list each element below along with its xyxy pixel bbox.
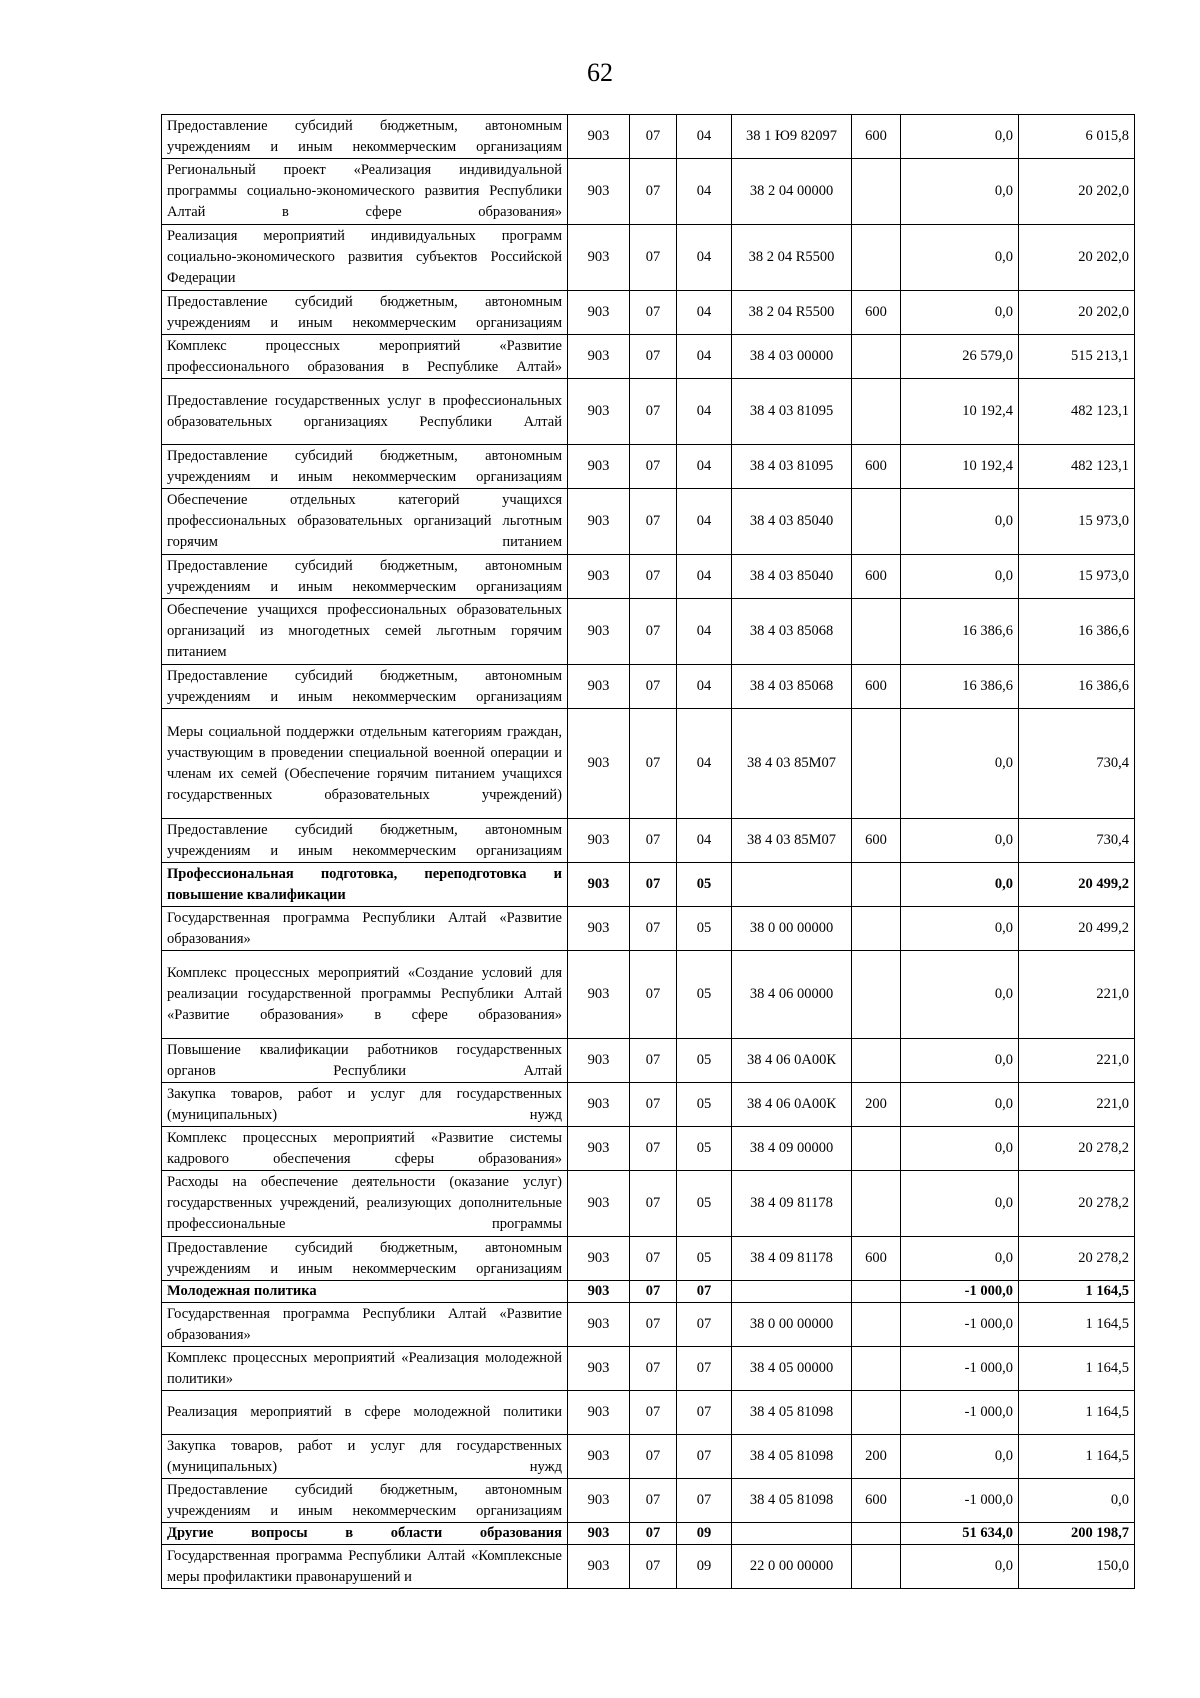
- amount-change-cell: 26 579,0: [901, 335, 1019, 379]
- amount-change-cell: 0,0: [901, 951, 1019, 1039]
- section-code-cell: 07: [630, 907, 677, 951]
- target-article-cell: 38 0 00 00000: [732, 907, 852, 951]
- grbs-code-cell: 903: [568, 1281, 630, 1303]
- amount-total-cell: 221,0: [1019, 1039, 1135, 1083]
- table-row: [162, 1039, 1135, 1083]
- amount-change-cell: 0,0: [901, 709, 1019, 819]
- subsection-code-cell: 09: [677, 1523, 732, 1545]
- target-article-cell: 38 0 00 00000: [732, 1303, 852, 1347]
- table-row: [162, 1237, 1135, 1281]
- subsection-code-cell: 04: [677, 379, 732, 445]
- table-row: [162, 863, 1135, 907]
- amount-change-cell: 16 386,6: [901, 599, 1019, 665]
- target-article-cell: 38 2 04 R5500: [732, 291, 852, 335]
- section-code-cell: 07: [630, 599, 677, 665]
- section-code-cell: 07: [630, 1171, 677, 1237]
- row-name-cell: Предоставление субсидий бюджетным, автономным учреждениям и иным некоммерческим организациям: [162, 291, 568, 335]
- row-name-cell: Другие вопросы в области образования: [162, 1523, 568, 1545]
- amount-change-cell: 0,0: [901, 863, 1019, 907]
- subsection-code-cell: 05: [677, 1127, 732, 1171]
- amount-total-cell: 20 202,0: [1019, 159, 1135, 225]
- amount-change-cell: 0,0: [901, 1083, 1019, 1127]
- amount-total-cell: 20 278,2: [1019, 1237, 1135, 1281]
- expense-type-cell: [852, 225, 901, 291]
- amount-change-cell: 0,0: [901, 291, 1019, 335]
- table-row: [162, 555, 1135, 599]
- row-name-cell: Молодежная политика: [162, 1281, 568, 1303]
- table-row: [162, 1347, 1135, 1391]
- amount-total-cell: 20 278,2: [1019, 1127, 1135, 1171]
- section-code-cell: 07: [630, 819, 677, 863]
- target-article-cell: 38 4 05 00000: [732, 1347, 852, 1391]
- expense-type-cell: 600: [852, 555, 901, 599]
- expense-type-cell: [852, 907, 901, 951]
- row-name-cell: Предоставление субсидий бюджетным, автономным учреждениям и иным некоммерческим организациям: [162, 555, 568, 599]
- row-name-cell: Закупка товаров, работ и услуг для государственных (муниципальных) нужд: [162, 1083, 568, 1127]
- target-article-cell: 38 1 Ю9 82097: [732, 115, 852, 159]
- expense-type-cell: [852, 159, 901, 225]
- section-code-cell: 07: [630, 1435, 677, 1479]
- row-name-cell: Расходы на обеспечение деятельности (оказание услуг) государственных учреждений, реализующих дополнительные профессиональные программы: [162, 1171, 568, 1237]
- amount-total-cell: 1 164,5: [1019, 1435, 1135, 1479]
- section-code-cell: 07: [630, 291, 677, 335]
- grbs-code-cell: 903: [568, 291, 630, 335]
- budget-table: [161, 114, 1135, 1589]
- expense-type-cell: [852, 1391, 901, 1435]
- row-name-cell: Предоставление субсидий бюджетным, автономным учреждениям и иным некоммерческим организациям: [162, 1479, 568, 1523]
- row-name-cell: Комплекс процессных мероприятий «Реализация молодежной политики»: [162, 1347, 568, 1391]
- section-code-cell: 07: [630, 1523, 677, 1545]
- grbs-code-cell: 903: [568, 1237, 630, 1281]
- expense-type-cell: [852, 599, 901, 665]
- amount-change-cell: 0,0: [901, 489, 1019, 555]
- section-code-cell: 07: [630, 1347, 677, 1391]
- row-name-cell: Государственная программа Республики Алтай «Развитие образования»: [162, 1303, 568, 1347]
- subsection-code-cell: 04: [677, 159, 732, 225]
- table-row: [162, 599, 1135, 665]
- amount-total-cell: 1 164,5: [1019, 1281, 1135, 1303]
- table-row: [162, 819, 1135, 863]
- amount-change-cell: 0,0: [901, 115, 1019, 159]
- grbs-code-cell: 903: [568, 1479, 630, 1523]
- grbs-code-cell: 903: [568, 1083, 630, 1127]
- grbs-code-cell: 903: [568, 335, 630, 379]
- amount-change-cell: 10 192,4: [901, 445, 1019, 489]
- target-article-cell: 38 4 03 85068: [732, 665, 852, 709]
- expense-type-cell: [852, 1039, 901, 1083]
- amount-total-cell: 20 278,2: [1019, 1171, 1135, 1237]
- grbs-code-cell: 903: [568, 555, 630, 599]
- subsection-code-cell: 07: [677, 1479, 732, 1523]
- section-code-cell: 07: [630, 1127, 677, 1171]
- expense-type-cell: [852, 1127, 901, 1171]
- subsection-code-cell: 05: [677, 951, 732, 1039]
- section-code-cell: 07: [630, 489, 677, 555]
- row-name-cell: Комплекс процессных мероприятий «Развитие системы кадрового обеспечения сферы образования»: [162, 1127, 568, 1171]
- amount-total-cell: 730,4: [1019, 819, 1135, 863]
- subsection-code-cell: 05: [677, 1237, 732, 1281]
- amount-total-cell: 730,4: [1019, 709, 1135, 819]
- subsection-code-cell: 07: [677, 1281, 732, 1303]
- subsection-code-cell: 04: [677, 599, 732, 665]
- grbs-code-cell: 903: [568, 159, 630, 225]
- target-article-cell: 38 4 03 85М07: [732, 709, 852, 819]
- amount-total-cell: 15 973,0: [1019, 555, 1135, 599]
- expense-type-cell: [852, 1347, 901, 1391]
- row-name-cell: Повышение квалификации работников государственных органов Республики Алтай: [162, 1039, 568, 1083]
- subsection-code-cell: 05: [677, 1083, 732, 1127]
- row-name-cell: Предоставление субсидий бюджетным, автономным учреждениям и иным некоммерческим организациям: [162, 819, 568, 863]
- amount-total-cell: 221,0: [1019, 951, 1135, 1039]
- expense-type-cell: 600: [852, 665, 901, 709]
- subsection-code-cell: 05: [677, 1039, 732, 1083]
- table-row: [162, 115, 1135, 159]
- amount-total-cell: 200 198,7: [1019, 1523, 1135, 1545]
- section-code-cell: 07: [630, 951, 677, 1039]
- subsection-code-cell: 07: [677, 1391, 732, 1435]
- row-name-cell: Региональный проект «Реализация индивидуальной программы социально-экономического развития Республики Алтай в сфере образования»: [162, 159, 568, 225]
- subsection-code-cell: 07: [677, 1347, 732, 1391]
- amount-total-cell: 16 386,6: [1019, 665, 1135, 709]
- target-article-cell: 38 4 09 81178: [732, 1171, 852, 1237]
- grbs-code-cell: 903: [568, 599, 630, 665]
- amount-change-cell: 51 634,0: [901, 1523, 1019, 1545]
- table-row: [162, 951, 1135, 1039]
- expense-type-cell: 600: [852, 115, 901, 159]
- amount-change-cell: -1 000,0: [901, 1479, 1019, 1523]
- row-name-cell: Предоставление субсидий бюджетным, автономным учреждениям и иным некоммерческим организациям: [162, 115, 568, 159]
- table-row: [162, 1303, 1135, 1347]
- target-article-cell: 38 4 03 00000: [732, 335, 852, 379]
- target-article-cell: 38 4 05 81098: [732, 1479, 852, 1523]
- amount-total-cell: 221,0: [1019, 1083, 1135, 1127]
- row-name-cell: Предоставление субсидий бюджетным, автономным учреждениям и иным некоммерческим организациям: [162, 1237, 568, 1281]
- target-article-cell: 38 4 03 81095: [732, 379, 852, 445]
- table-row: [162, 1171, 1135, 1237]
- grbs-code-cell: 903: [568, 1435, 630, 1479]
- amount-total-cell: 0,0: [1019, 1479, 1135, 1523]
- expense-type-cell: [852, 1171, 901, 1237]
- target-article-cell: [732, 863, 852, 907]
- amount-total-cell: 20 499,2: [1019, 863, 1135, 907]
- expense-type-cell: [852, 951, 901, 1039]
- expense-type-cell: 200: [852, 1083, 901, 1127]
- grbs-code-cell: 903: [568, 665, 630, 709]
- grbs-code-cell: 903: [568, 489, 630, 555]
- expense-type-cell: 600: [852, 1237, 901, 1281]
- amount-change-cell: 0,0: [901, 819, 1019, 863]
- page-number: 62: [587, 58, 613, 87]
- row-name-cell: Профессиональная подготовка, переподготовка и повышение квалификации: [162, 863, 568, 907]
- expense-type-cell: [852, 1545, 901, 1589]
- amount-total-cell: 1 164,5: [1019, 1303, 1135, 1347]
- amount-change-cell: 0,0: [901, 1171, 1019, 1237]
- grbs-code-cell: 903: [568, 819, 630, 863]
- subsection-code-cell: 04: [677, 335, 732, 379]
- table-row: [162, 445, 1135, 489]
- grbs-code-cell: 903: [568, 709, 630, 819]
- target-article-cell: 38 4 09 00000: [732, 1127, 852, 1171]
- amount-total-cell: 15 973,0: [1019, 489, 1135, 555]
- subsection-code-cell: 04: [677, 115, 732, 159]
- table-row: [162, 665, 1135, 709]
- amount-total-cell: 482 123,1: [1019, 379, 1135, 445]
- expense-type-cell: 600: [852, 819, 901, 863]
- section-code-cell: 07: [630, 159, 677, 225]
- table-row: [162, 291, 1135, 335]
- amount-total-cell: 16 386,6: [1019, 599, 1135, 665]
- grbs-code-cell: 903: [568, 1545, 630, 1589]
- expense-type-cell: 200: [852, 1435, 901, 1479]
- expense-type-cell: 600: [852, 445, 901, 489]
- subsection-code-cell: 05: [677, 863, 732, 907]
- amount-change-cell: 0,0: [901, 1127, 1019, 1171]
- row-name-cell: Обеспечение учащихся профессиональных образовательных организаций из многодетных семей льготным горячим питанием: [162, 599, 568, 665]
- amount-total-cell: 6 015,8: [1019, 115, 1135, 159]
- table-row: [162, 709, 1135, 819]
- subsection-code-cell: 09: [677, 1545, 732, 1589]
- amount-change-cell: -1 000,0: [901, 1391, 1019, 1435]
- table-row: [162, 1523, 1135, 1545]
- amount-total-cell: 20 499,2: [1019, 907, 1135, 951]
- grbs-code-cell: 903: [568, 445, 630, 489]
- grbs-code-cell: 903: [568, 1391, 630, 1435]
- grbs-code-cell: 903: [568, 1039, 630, 1083]
- grbs-code-cell: 903: [568, 1523, 630, 1545]
- target-article-cell: 38 4 05 81098: [732, 1391, 852, 1435]
- table-row: [162, 1127, 1135, 1171]
- subsection-code-cell: 05: [677, 1171, 732, 1237]
- section-code-cell: 07: [630, 1083, 677, 1127]
- amount-change-cell: -1 000,0: [901, 1281, 1019, 1303]
- amount-total-cell: 515 213,1: [1019, 335, 1135, 379]
- section-code-cell: 07: [630, 1281, 677, 1303]
- row-name-cell: Обеспечение отдельных категорий учащихся профессиональных образовательных организаций льготным горячим питанием: [162, 489, 568, 555]
- subsection-code-cell: 04: [677, 291, 732, 335]
- row-name-cell: Предоставление государственных услуг в профессиональных образовательных организациях Республики Алтай: [162, 379, 568, 445]
- table-row: [162, 1281, 1135, 1303]
- row-name-cell: Государственная программа Республики Алтай «Комплексные меры профилактики правонарушений и: [162, 1545, 568, 1589]
- section-code-cell: 07: [630, 863, 677, 907]
- expense-type-cell: [852, 1281, 901, 1303]
- amount-total-cell: 1 164,5: [1019, 1391, 1135, 1435]
- row-name-cell: Закупка товаров, работ и услуг для государственных (муниципальных) нужд: [162, 1435, 568, 1479]
- amount-change-cell: 0,0: [901, 555, 1019, 599]
- row-name-cell: Государственная программа Республики Алтай «Развитие образования»: [162, 907, 568, 951]
- target-article-cell: 38 2 04 R5500: [732, 225, 852, 291]
- table-body: [162, 115, 1135, 1589]
- target-article-cell: 22 0 00 00000: [732, 1545, 852, 1589]
- grbs-code-cell: 903: [568, 1347, 630, 1391]
- target-article-cell: [732, 1523, 852, 1545]
- table-row: [162, 1391, 1135, 1435]
- target-article-cell: 38 4 06 00000: [732, 951, 852, 1039]
- target-article-cell: [732, 1281, 852, 1303]
- amount-change-cell: 16 386,6: [901, 665, 1019, 709]
- amount-total-cell: 1 164,5: [1019, 1347, 1135, 1391]
- row-name-cell: Реализация мероприятий индивидуальных программ социально-экономического развития субъектов Российской Федерации: [162, 225, 568, 291]
- row-name-cell: Комплекс процессных мероприятий «Развитие профессионального образования в Республике Алтай»: [162, 335, 568, 379]
- target-article-cell: 38 4 03 85М07: [732, 819, 852, 863]
- subsection-code-cell: 07: [677, 1435, 732, 1479]
- row-name-cell: Меры социальной поддержки отдельным категориям граждан, участвующим в проведении специальной военной операции и членам их семей (Обеспечение горячим питанием учащихся государственных образовательных учреждений): [162, 709, 568, 819]
- expense-type-cell: 600: [852, 291, 901, 335]
- grbs-code-cell: 903: [568, 1171, 630, 1237]
- target-article-cell: 38 2 04 00000: [732, 159, 852, 225]
- amount-total-cell: 482 123,1: [1019, 445, 1135, 489]
- table-row: [162, 159, 1135, 225]
- grbs-code-cell: 903: [568, 115, 630, 159]
- target-article-cell: 38 4 03 85040: [732, 489, 852, 555]
- subsection-code-cell: 04: [677, 555, 732, 599]
- target-article-cell: 38 4 03 85040: [732, 555, 852, 599]
- grbs-code-cell: 903: [568, 863, 630, 907]
- expense-type-cell: [852, 379, 901, 445]
- amount-change-cell: 0,0: [901, 1545, 1019, 1589]
- subsection-code-cell: 05: [677, 907, 732, 951]
- target-article-cell: 38 4 06 0А00К: [732, 1083, 852, 1127]
- row-name-cell: Комплекс процессных мероприятий «Создание условий для реализации государственной программы Республики Алтай «Развитие образования» в сфере образования»: [162, 951, 568, 1039]
- section-code-cell: 07: [630, 1391, 677, 1435]
- grbs-code-cell: 903: [568, 1303, 630, 1347]
- subsection-code-cell: 04: [677, 489, 732, 555]
- expense-type-cell: [852, 709, 901, 819]
- amount-total-cell: 150,0: [1019, 1545, 1135, 1589]
- grbs-code-cell: 903: [568, 1127, 630, 1171]
- section-code-cell: 07: [630, 709, 677, 819]
- target-article-cell: 38 4 03 85068: [732, 599, 852, 665]
- target-article-cell: 38 4 06 0А00К: [732, 1039, 852, 1083]
- grbs-code-cell: 903: [568, 379, 630, 445]
- amount-change-cell: -1 000,0: [901, 1303, 1019, 1347]
- table-row: [162, 1083, 1135, 1127]
- amount-total-cell: 20 202,0: [1019, 291, 1135, 335]
- section-code-cell: 07: [630, 665, 677, 709]
- table-row: [162, 1435, 1135, 1479]
- table-row: [162, 1545, 1135, 1589]
- expense-type-cell: [852, 1303, 901, 1347]
- subsection-code-cell: 04: [677, 819, 732, 863]
- section-code-cell: 07: [630, 1545, 677, 1589]
- row-name-cell: Реализация мероприятий в сфере молодежной политики: [162, 1391, 568, 1435]
- section-code-cell: 07: [630, 555, 677, 599]
- amount-change-cell: 10 192,4: [901, 379, 1019, 445]
- amount-change-cell: 0,0: [901, 907, 1019, 951]
- section-code-cell: 07: [630, 379, 677, 445]
- amount-change-cell: -1 000,0: [901, 1347, 1019, 1391]
- subsection-code-cell: 04: [677, 225, 732, 291]
- expense-type-cell: [852, 863, 901, 907]
- section-code-cell: 07: [630, 115, 677, 159]
- expense-type-cell: [852, 1523, 901, 1545]
- section-code-cell: 07: [630, 1303, 677, 1347]
- table-row: [162, 379, 1135, 445]
- section-code-cell: 07: [630, 225, 677, 291]
- expense-type-cell: 600: [852, 1479, 901, 1523]
- grbs-code-cell: 903: [568, 907, 630, 951]
- grbs-code-cell: 903: [568, 225, 630, 291]
- section-code-cell: 07: [630, 1479, 677, 1523]
- subsection-code-cell: 07: [677, 1303, 732, 1347]
- amount-change-cell: 0,0: [901, 225, 1019, 291]
- target-article-cell: 38 4 03 81095: [732, 445, 852, 489]
- grbs-code-cell: 903: [568, 951, 630, 1039]
- target-article-cell: 38 4 09 81178: [732, 1237, 852, 1281]
- target-article-cell: 38 4 05 81098: [732, 1435, 852, 1479]
- section-code-cell: 07: [630, 445, 677, 489]
- section-code-cell: 07: [630, 1039, 677, 1083]
- row-name-cell: Предоставление субсидий бюджетным, автономным учреждениям и иным некоммерческим организациям: [162, 665, 568, 709]
- section-code-cell: 07: [630, 335, 677, 379]
- subsection-code-cell: 04: [677, 709, 732, 819]
- amount-change-cell: 0,0: [901, 1237, 1019, 1281]
- section-code-cell: 07: [630, 1237, 677, 1281]
- table-row: [162, 489, 1135, 555]
- row-name-cell: Предоставление субсидий бюджетным, автономным учреждениям и иным некоммерческим организациям: [162, 445, 568, 489]
- amount-change-cell: 0,0: [901, 159, 1019, 225]
- expense-type-cell: [852, 335, 901, 379]
- expense-type-cell: [852, 489, 901, 555]
- amount-change-cell: 0,0: [901, 1039, 1019, 1083]
- table-row: [162, 907, 1135, 951]
- table-row: [162, 225, 1135, 291]
- table-row: [162, 1479, 1135, 1523]
- amount-total-cell: 20 202,0: [1019, 225, 1135, 291]
- amount-change-cell: 0,0: [901, 1435, 1019, 1479]
- subsection-code-cell: 04: [677, 665, 732, 709]
- table-row: [162, 335, 1135, 379]
- subsection-code-cell: 04: [677, 445, 732, 489]
